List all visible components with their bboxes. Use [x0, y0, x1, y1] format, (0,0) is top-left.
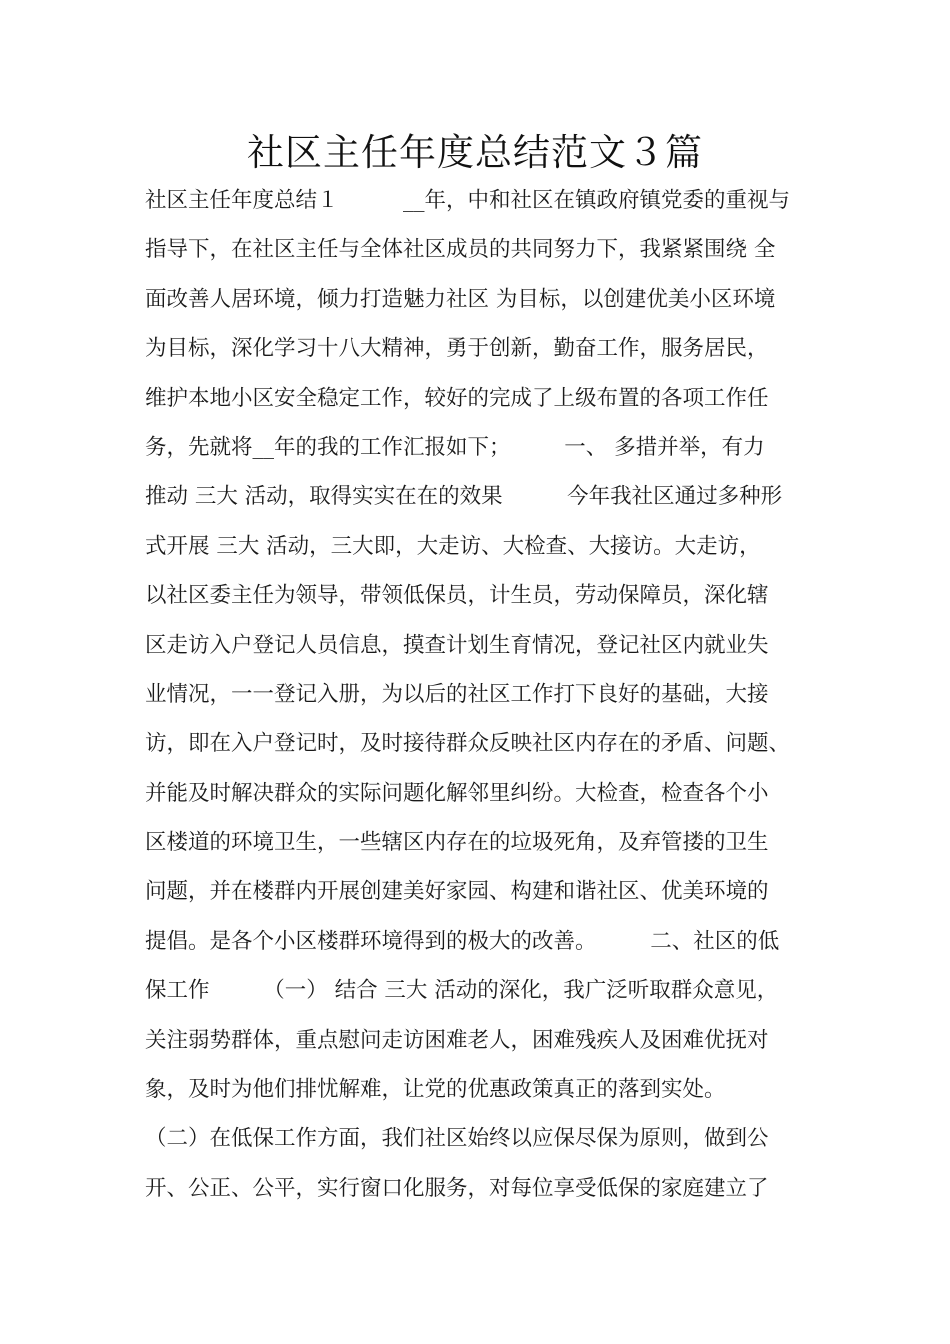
body-line: 提倡。是各个小区楼群环境得到的极大的改善。 二、社区的低	[145, 928, 780, 954]
document-title: 社区主任年度总结范文３篇	[247, 131, 703, 174]
body-line: 访，即在入户登记时，及时接待群众反映社区内存在的矛盾、问题、	[145, 731, 791, 757]
body-line: 并能及时解决群众的实际问题化解邻里纠纷。大检查，检查各个小	[145, 780, 769, 806]
body-line: 推动 三大 活动，取得实实在在的效果 今年我社区通过多种形	[145, 484, 783, 510]
document-body	[145, 176, 825, 1213]
body-line: 象，及时为他们排忧解难，让党的优惠政策真正的落到实处。	[145, 1077, 726, 1103]
body-line: 社区主任年度总结１ __年，中和社区在镇政府镇党委的重视与	[145, 188, 791, 213]
body-line: 保工作 （一） 结合 三大 活动的深化，我广泛听取群众意见，	[145, 978, 779, 1004]
body-line: 区楼道的环境卫生，一些辖区内存在的垃圾死角，及弃管搂的卫生	[145, 830, 769, 856]
body-line: 为目标，深化学习十八大精神，勇于创新，勤奋工作，服务居民，	[145, 336, 769, 362]
body-line: 以社区委主任为领导，带领低保员，计生员，劳动保障员，深化辖	[145, 583, 769, 609]
body-line: 关注弱势群体，重点慰问走访困难老人，困难残疾人及困难优抚对	[145, 1027, 769, 1053]
body-line: 维护本地小区安全稳定工作，较好的完成了上级布置的各项工作任	[145, 385, 769, 411]
body-line: 面改善人居环境，倾力打造魅力社区 为目标，以创建优美小区环境	[145, 286, 776, 312]
body-line: 问题，并在楼群内开展创建美好家园、构建和谐社区、优美环境的	[145, 879, 769, 905]
body-line: 指导下，在社区主任与全体社区成员的共同努力下，我紧紧围绕 全	[145, 237, 776, 263]
body-line: 区走访入户登记人员信息，摸查计划生育情况，登记社区内就业失	[145, 632, 769, 658]
body-line: 式开展 三大 活动，三大即，大走访、大检查、大接访。大走访，	[145, 533, 761, 559]
body-line: （二）在低保工作方面，我们社区始终以应保尽保为原则，做到公	[145, 1126, 769, 1152]
body-line: 务，先就将__年的我的工作汇报如下； 一、 多措并举，有力	[145, 434, 765, 460]
body-line: 业情况，一一登记入册，为以后的社区工作打下良好的基础，大接	[145, 681, 769, 707]
body-line: 开、公正、公平，实行窗口化服务，对每位享受低保的家庭建立了	[145, 1175, 769, 1201]
